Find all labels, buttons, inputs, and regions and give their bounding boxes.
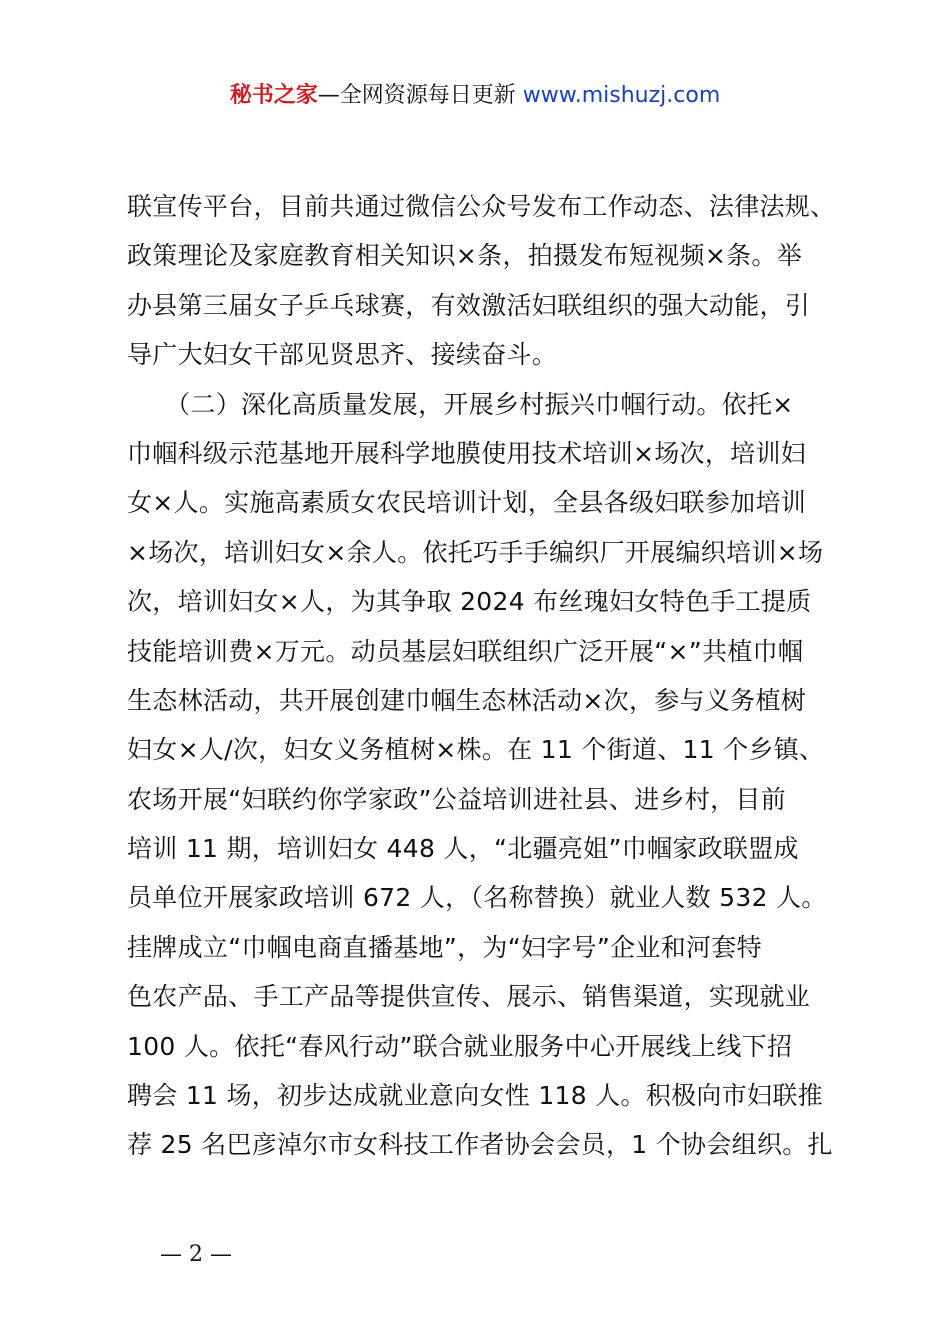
body-line: （二）深化高质量发展，开展乡村振兴巾帼行动。依托× [127, 389, 794, 419]
body-line: 妇女×人/次，妇女义务植树×株。在 11 个街道、11 个乡镇、 [127, 735, 825, 765]
document-body [127, 182, 837, 1170]
body-line: 100 人。依托“春风行动”联合就业服务中心开展线上线下招 [127, 1031, 793, 1061]
body-line: 员单位开展家政培训 672 人，（名称替换）就业人数 532 人。 [127, 883, 827, 913]
body-line: 导广大妇女干部见贤思齐、接续奋斗。 [127, 340, 558, 370]
body-line: ×场次，培训妇女×余人。依托巧手手编织厂开展编织培训×场 [127, 537, 824, 567]
body-line: 聘会 11 场，初步达成就业意向女性 118 人。积极向市妇联推 [127, 1081, 823, 1111]
body-line: 女×人。实施高素质女农民培训计划，全县各级妇联参加培训 [127, 488, 807, 518]
body-line: 联宣传平台，目前共通过微信公众号发布工作动态、法律法规、 [127, 192, 836, 221]
site-url-link[interactable]: www.mishuzj.com [522, 83, 721, 108]
page-number: — 2 — [160, 1242, 232, 1267]
body-line: 挂牌成立“巾帼电商直播基地”，为“妇字号”企业和河套特 [127, 932, 762, 962]
brand-name: 秘书之家 [229, 83, 318, 108]
body-line: 政策理论及家庭教育相关知识×条，拍摄发布短视频×条。举 [127, 241, 802, 271]
body-line: 色农产品、手工产品等提供宣传、展示、销售渠道，实现就业 [127, 982, 811, 1012]
body-line: 培训 11 期，培训妇女 448 人，“北疆亮姐”巾帼家政联盟成 [127, 834, 799, 864]
body-line: 技能培训费×万元。动员基层妇联组织广泛开展“×”共植巾帼 [127, 636, 804, 666]
header-slogan: —全网资源每日更新 [317, 83, 516, 108]
body-line: 办县第三届女子乒乓球赛，有效激活妇联组织的强大动能，引 [127, 290, 811, 320]
body-line: 农场开展“妇联约你学家政”公益培训进社县、进乡村，目前 [127, 784, 787, 814]
body-line: 巾帼科级示范基地开展科学地膜使用技术培训×场次，培训妇 [127, 438, 807, 468]
body-line: 生态林活动，共开展创建巾帼生态林活动×次，参与义务植树 [127, 685, 807, 715]
site-header [0, 80, 950, 112]
body-line: 次，培训妇女×人，为其争取 2024 布丝瑰妇女特色手工提质 [127, 587, 812, 617]
body-line: 荐 25 名巴彦淖尔市女科技工作者协会会员，1 个协会组织。扎 [127, 1130, 833, 1160]
